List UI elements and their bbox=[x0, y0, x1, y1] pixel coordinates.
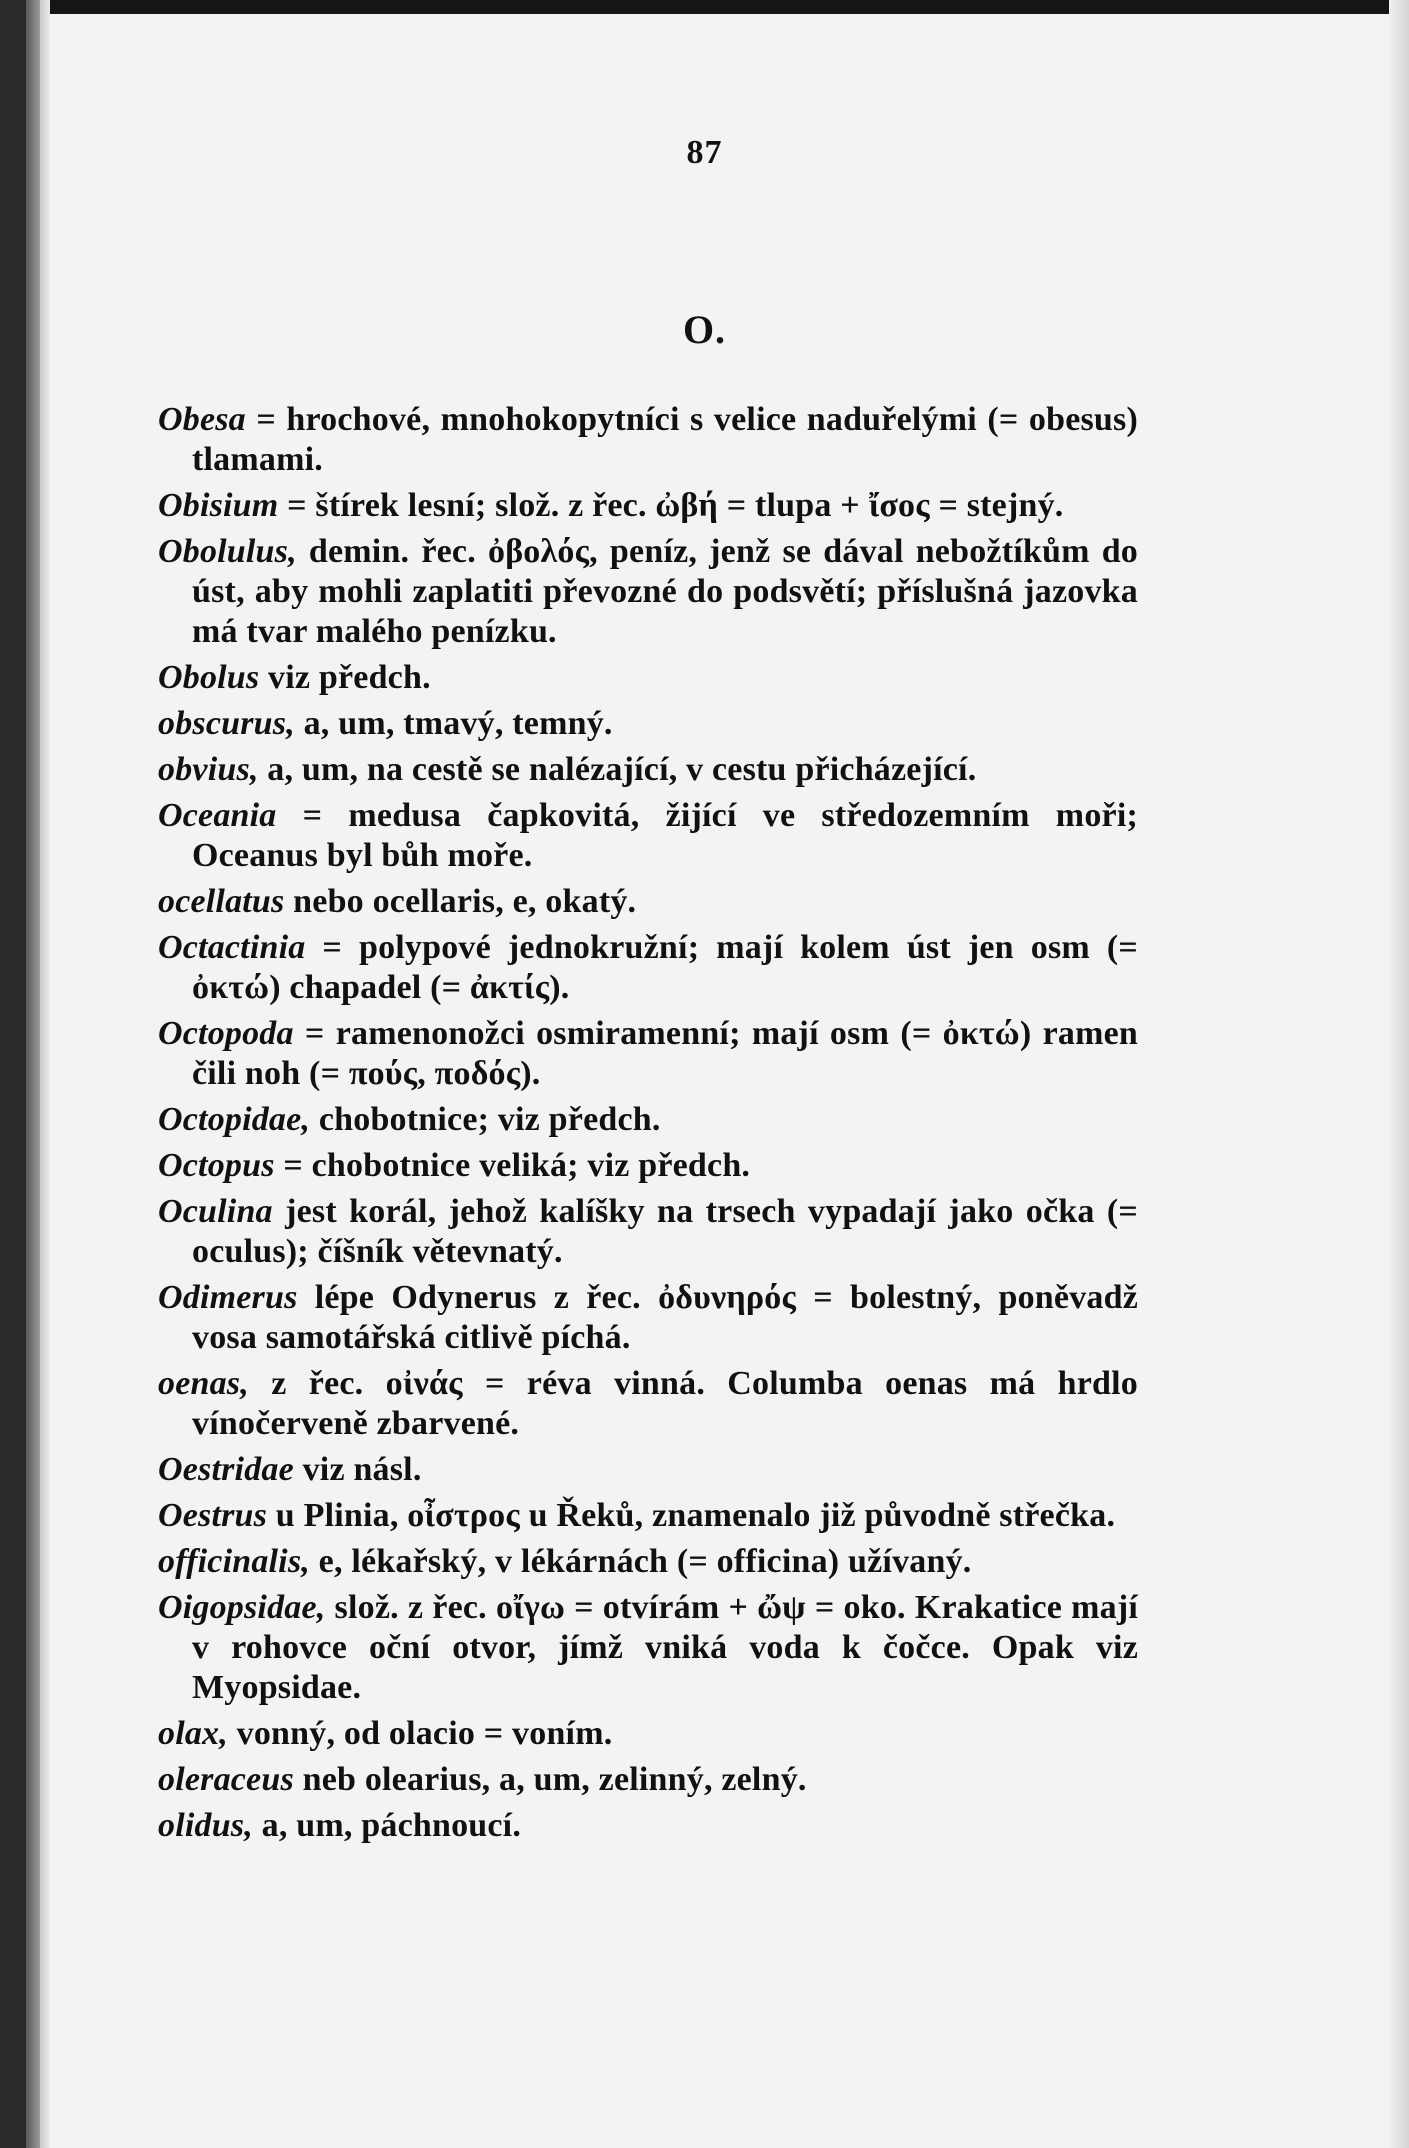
entry-definition: slož. z řec. οἴγω = otvírám + ὤψ = oko. Krakatice mají v rohovce oční otvor, jímž vniká voda k čočce. Opak viz Myopsidae. bbox=[192, 1589, 1138, 1706]
entry-term: Oculina bbox=[158, 1193, 273, 1230]
glossary-entry bbox=[158, 1278, 1138, 1358]
glossary-entry bbox=[158, 796, 1138, 876]
glossary-entry bbox=[158, 1014, 1138, 1094]
glossary-entry bbox=[158, 1760, 1138, 1800]
glossary-entry bbox=[158, 1496, 1138, 1536]
entry-definition: = ramenonožci osmiramenní; mají osm (= ὀκτώ) ramen čili noh (= πούς, ποδός). bbox=[192, 1015, 1138, 1092]
entry-definition: = chobotnice veliká; viz předch. bbox=[274, 1147, 751, 1184]
glossary-entries bbox=[158, 400, 1138, 1852]
entry-term: olax, bbox=[158, 1715, 228, 1752]
entry-term: oleraceus bbox=[158, 1761, 294, 1798]
entry-term: officinalis, bbox=[158, 1543, 310, 1580]
entry-definition: vonný, od olacio = voním. bbox=[227, 1715, 613, 1752]
glossary-entry bbox=[158, 704, 1138, 744]
entry-definition: viz násl. bbox=[293, 1451, 422, 1488]
entry-term: ocellatus bbox=[158, 883, 285, 920]
entry-definition: viz předch. bbox=[259, 659, 431, 696]
entry-term: Octopus bbox=[158, 1147, 275, 1184]
entry-definition: jest korál, jehož kalíšky na trsech vypadají jako očka (= oculus); číšník větevnatý. bbox=[192, 1193, 1138, 1270]
glossary-entry bbox=[158, 1588, 1138, 1708]
entry-term: Obolus bbox=[158, 659, 260, 696]
entry-term: olidus, bbox=[158, 1807, 253, 1844]
entry-term: Oestridae bbox=[158, 1451, 294, 1488]
glossary-entry bbox=[158, 1192, 1138, 1272]
glossary-entry bbox=[158, 1714, 1138, 1754]
entry-definition: u Plinia, οἶστρος u Řeků, znamenalo již původně střečka. bbox=[267, 1497, 1116, 1534]
glossary-entry bbox=[158, 1364, 1138, 1444]
entry-definition: a, um, tmavý, temný. bbox=[294, 705, 613, 742]
entry-term: Octactinia bbox=[158, 929, 306, 966]
entry-definition: a, um, na cestě se nalézající, v cestu přicházející. bbox=[258, 751, 977, 788]
entry-definition: z řec. οἰνάς = réva vinná. Columba oenas má hrdlo vínočerveně zbarvené. bbox=[192, 1365, 1138, 1442]
entry-term: Obesa bbox=[158, 401, 246, 438]
entry-term: Octopidae, bbox=[158, 1101, 311, 1138]
page-top-edge bbox=[0, 0, 1409, 14]
entry-definition: = polypové jednokružní; mají kolem úst jen osm (= ὀκτώ) chapadel (= ἀκτίς). bbox=[192, 929, 1138, 1006]
entry-definition: e, lékařský, v lékárnách (= officina) užívaný. bbox=[309, 1543, 972, 1580]
page-number: 87 bbox=[686, 134, 723, 171]
entry-definition: = hrochové, mnohokopytníci s velice naduřelými (= obesus) tlamami. bbox=[192, 401, 1138, 478]
entry-term: Oestrus bbox=[158, 1497, 268, 1534]
entry-term: Odimerus bbox=[158, 1279, 298, 1316]
entry-definition: chobotnice; viz předch. bbox=[310, 1101, 661, 1138]
glossary-entry bbox=[158, 1542, 1138, 1582]
section-heading: O. bbox=[682, 307, 727, 352]
entry-definition: demin. řec. ὀβολός, peníz, jenž se dával nebožtíkům do úst, aby mohli zaplatiti převozné do podsvětí; příslušná jazovka má tvar malého penízku. bbox=[192, 533, 1138, 650]
glossary-entry bbox=[158, 486, 1138, 526]
glossary-entry bbox=[158, 400, 1138, 480]
entry-definition: lépe Odynerus z řec. ὀδυνηρός = bolestný, poněvadž vosa samotářská citlivě píchá. bbox=[192, 1279, 1138, 1356]
entry-term: Obolulus, bbox=[158, 533, 297, 570]
glossary-entry bbox=[158, 1450, 1138, 1490]
glossary-entry bbox=[158, 882, 1138, 922]
glossary-entry bbox=[158, 1806, 1138, 1846]
entry-definition: = medusa čapkovitá, žijící ve středozemním moři; Oceanus byl bůh moře. bbox=[192, 797, 1138, 874]
entry-term: Octopoda bbox=[158, 1015, 294, 1052]
glossary-entry bbox=[158, 1100, 1138, 1140]
glossary-entry bbox=[158, 532, 1138, 652]
entry-definition: a, um, páchnoucí. bbox=[252, 1807, 522, 1844]
entry-term: obvius, bbox=[158, 751, 259, 788]
entry-definition: nebo ocellaris, e, okatý. bbox=[284, 883, 637, 920]
entry-term: Oigopsidae, bbox=[158, 1589, 326, 1626]
entry-definition: = štírek lesní; slož. z řec. ὠβή = tlupa + ἴσος = stejný. bbox=[278, 487, 1064, 524]
glossary-entry bbox=[158, 658, 1138, 698]
entry-definition: neb olearius, a, um, zelinný, zelný. bbox=[293, 1761, 807, 1798]
glossary-entry bbox=[158, 750, 1138, 790]
entry-term: Oceania bbox=[158, 797, 277, 834]
entry-term: oenas, bbox=[158, 1365, 249, 1402]
entry-term: Obisium bbox=[158, 487, 279, 524]
glossary-entry bbox=[158, 928, 1138, 1008]
glossary-entry bbox=[158, 1146, 1138, 1186]
entry-term: obscurus, bbox=[158, 705, 295, 742]
